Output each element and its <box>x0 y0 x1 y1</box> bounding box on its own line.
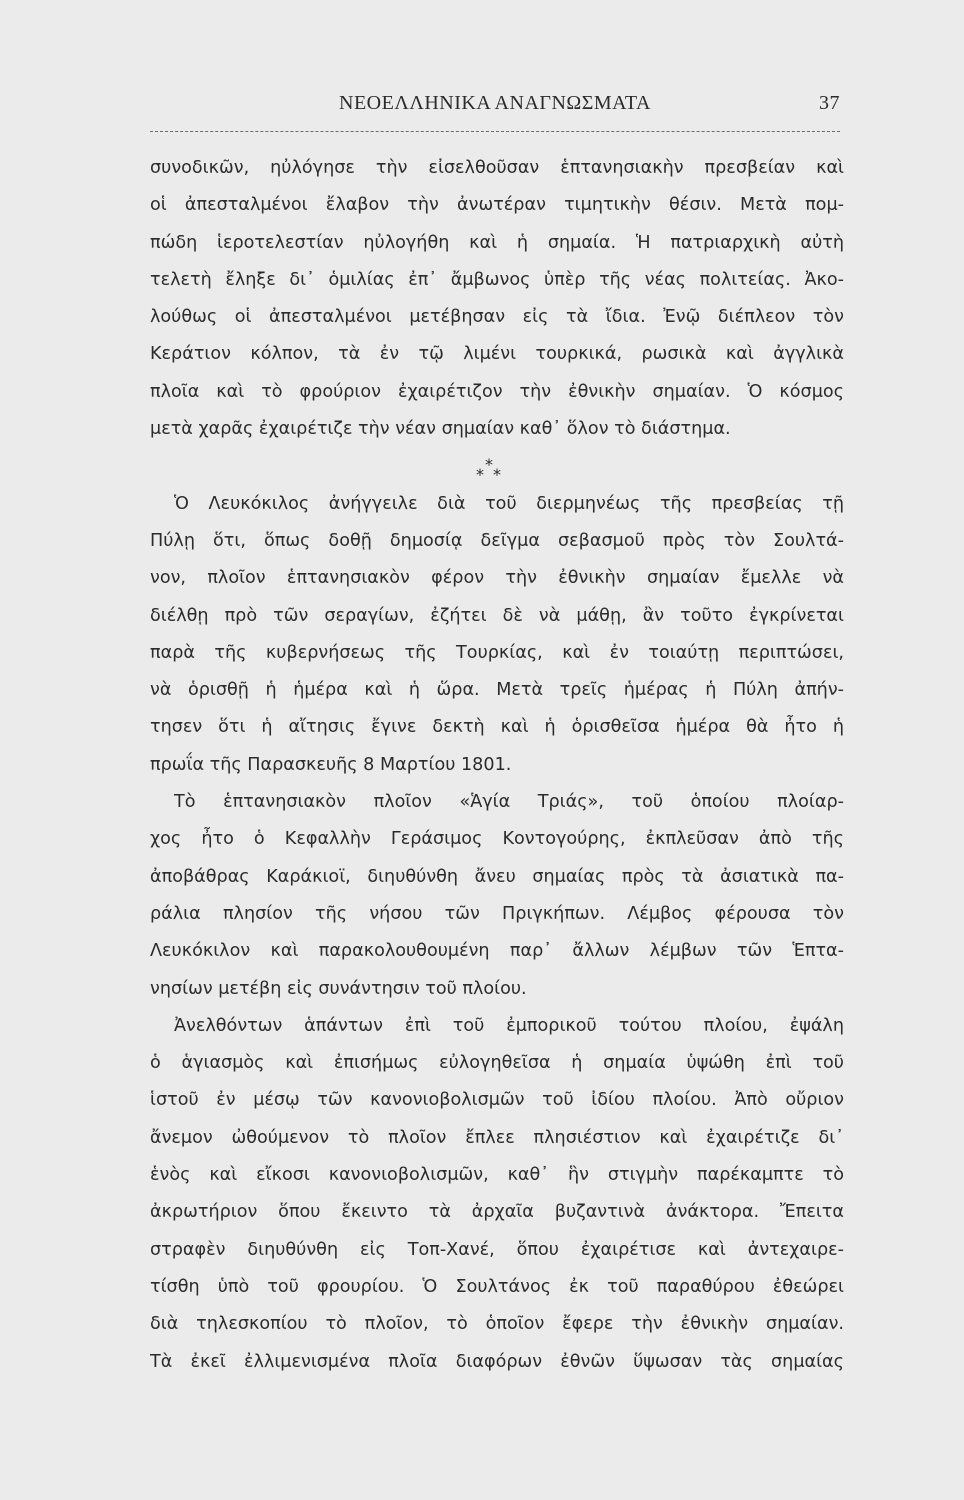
text-line: τησεν ὅτι ἡ αἴτησις ἔγινε δεκτὴ καὶ ἡ ὁρισθεῖσα ἡμέρα θὰ ἦτο ἡ <box>150 717 844 738</box>
text-line: ράλια πλησίον τῆς νήσου τῶν Πριγκήπων. Λέμβος φέρουσα τὸν <box>150 903 844 924</box>
paragraph-1 <box>150 150 844 448</box>
text-line: νον, πλοῖον ἑπτανησιακὸν φέρον τὴν ἐθνικὴν σημαίαν ἔμελλε νὰ <box>150 568 844 589</box>
text-line: Πύλῃ ὅτι, ὅπως δοθῇ δημοσίᾳ δεῖγμα σεβασμοῦ πρὸς τὸν Σουλτά- <box>150 530 844 551</box>
body-text <box>150 150 844 1381</box>
text-line: χος ἦτο ὁ Κεφαλλὴν Γεράσιμος Κοντογούρης, ἐκπλεῦσαν ἀπὸ τῆς <box>150 829 844 850</box>
text-line: νησίων μετέβη εἰς συνάντησιν τοῦ πλοίου. <box>150 978 527 999</box>
text-line: ὁ ἁγιασμὸς καὶ ἐπισήμως εὐλογηθεῖσα ἡ σημαία ὑψώθη ἐπὶ τοῦ <box>150 1053 844 1074</box>
text-line: οἱ ἀπεσταλμένοι ἔλαβον τὴν ἀνωτέραν τιμητικὴν θέσιν. Μετὰ πομ- <box>150 195 844 216</box>
text-line: διὰ τηλεσκοπίου τὸ πλοῖον, τὸ ὁποῖον ἔφερε τὴν ἐθνικὴν σημαίαν. <box>150 1314 844 1335</box>
text-line: τελετὴ ἔληξε δι᾽ ὁμιλίας ἐπ᾽ ἄμβωνος ὑπὲρ τῆς νέας πολιτείας. Ἀκο- <box>150 269 844 290</box>
running-title: ΝΕΟΕΛΛΗΝΙΚΑ ΑΝΑΓΝΩΣΜΑΤΑ <box>339 92 651 114</box>
paragraph-2 <box>150 486 844 784</box>
text-line: Τὰ ἐκεῖ ἐλλιμενισμένα πλοῖα διαφόρων ἐθνῶν ὕψωσαν τὰς σημαίας <box>150 1351 844 1372</box>
text-line: Λευκόκιλον καὶ παρακολουθουμένη παρ᾽ ἄλλων λέμβων τῶν Ἑπτα- <box>150 941 844 962</box>
text-line: πλοῖα καὶ τὸ φρούριον ἐχαιρέτιζον τὴν ἐθνικὴν σημαίαν. Ὁ κόσμος <box>150 381 844 402</box>
paragraph-3 <box>150 784 844 1008</box>
text-line: νὰ ὁρισθῇ ἡ ἡμέρα καὶ ἡ ὥρα. Μετὰ τρεῖς ἡμέρας ἡ Πύλη ἀπήν- <box>150 680 844 701</box>
page-number: 37 <box>819 92 840 114</box>
text-line: ἑνὸς καὶ εἴκοσι κανονιοβολισμῶν, καθ᾽ ἣν στιγμὴν παρέκαμπτε τὸ <box>150 1165 844 1186</box>
paragraph-4 <box>150 1008 844 1381</box>
section-asterism <box>150 448 844 485</box>
asterism-star: * <box>485 455 493 475</box>
text-line: Τὸ ἑπτανησιακὸν πλοῖον «Ἁγία Τριάς», τοῦ ὁποίου πλοίαρ- <box>174 792 844 813</box>
header-rule <box>150 131 840 132</box>
text-line: τίσθη ὑπὸ τοῦ φρουρίου. Ὁ Σουλτάνος ἐκ τοῦ παραθύρου ἐθεώρει <box>150 1276 844 1297</box>
text-line: λούθως οἱ ἀπεσταλμένοι μετέβησαν εἰς τὰ ἴδια. Ἐνῷ διέπλεον τὸν <box>150 307 844 328</box>
text-line: ἀκρωτήριον ὅπου ἔκειντο τὰ ἀρχαῖα βυζαντινὰ ἀνάκτορα. Ἔπειτα <box>150 1202 844 1223</box>
text-line: ἀποβάθρας Καράκιοϊ, διηυθύνθη ἄνευ σημαίας πρὸς τὰ ἀσιατικὰ πα- <box>150 866 844 887</box>
text-line: ἄνεμον ὠθούμενον τὸ πλοῖον ἔπλεε πλησιέστιον καὶ ἐχαιρέτιζε δι᾽ <box>150 1127 844 1148</box>
text-line: πώδη ἱεροτελεστίαν ηὐλογήθη καὶ ἡ σημαία. Ἡ πατριαρχικὴ αὐτὴ <box>150 232 844 253</box>
running-head <box>150 92 840 122</box>
text-line: στραφὲν διηυθύνθη εἰς Τοπ-Χανέ, ὅπου ἐχαιρέτισε καὶ ἀντεχαιρε- <box>150 1239 844 1260</box>
text-line: παρὰ τῆς κυβερνήσεως τῆς Τουρκίας, καὶ ἐν τοιαύτῃ περιπτώσει, <box>150 642 844 663</box>
asterism-star: * <box>493 465 501 485</box>
text-line: συνοδικῶν, ηὐλόγησε τὴν εἰσελθοῦσαν ἑπτανησιακὴν πρεσβείαν καὶ <box>150 158 844 178</box>
text-line: πρωΐα τῆς Παρασκευῆς 8 Μαρτίου 1801. <box>150 754 512 775</box>
text-line: μετὰ χαρᾶς ἐχαιρέτιζε τὴν νέαν σημαίαν καθ᾽ ὅλον τὸ διάστημα. <box>150 419 731 440</box>
text-line: ἱστοῦ ἐν μέσῳ τῶν κανονιοβολισμῶν τοῦ ἰδίου πλοίου. Ἀπὸ οὔριον <box>150 1090 844 1111</box>
text-line: Κεράτιον κόλπον, τὰ ἐν τῷ λιμένι τουρκικά, ρωσικὰ καὶ ἀγγλικὰ <box>150 344 844 365</box>
text-line: διέλθῃ πρὸ τῶν σεραγίων, ἐζήτει δὲ νὰ μάθῃ, ἂν τοῦτο ἐγκρίνεται <box>150 605 844 626</box>
asterism-star: * <box>476 465 484 485</box>
text-line: Ἀνελθόντων ἁπάντων ἐπὶ τοῦ ἐμπορικοῦ τούτου πλοίου, ἐψάλη <box>174 1015 844 1036</box>
text-line: Ὁ Λευκόκιλος ἀνήγγειλε διὰ τοῦ διερμηνέως τῆς πρεσβείας τῇ <box>174 493 844 514</box>
